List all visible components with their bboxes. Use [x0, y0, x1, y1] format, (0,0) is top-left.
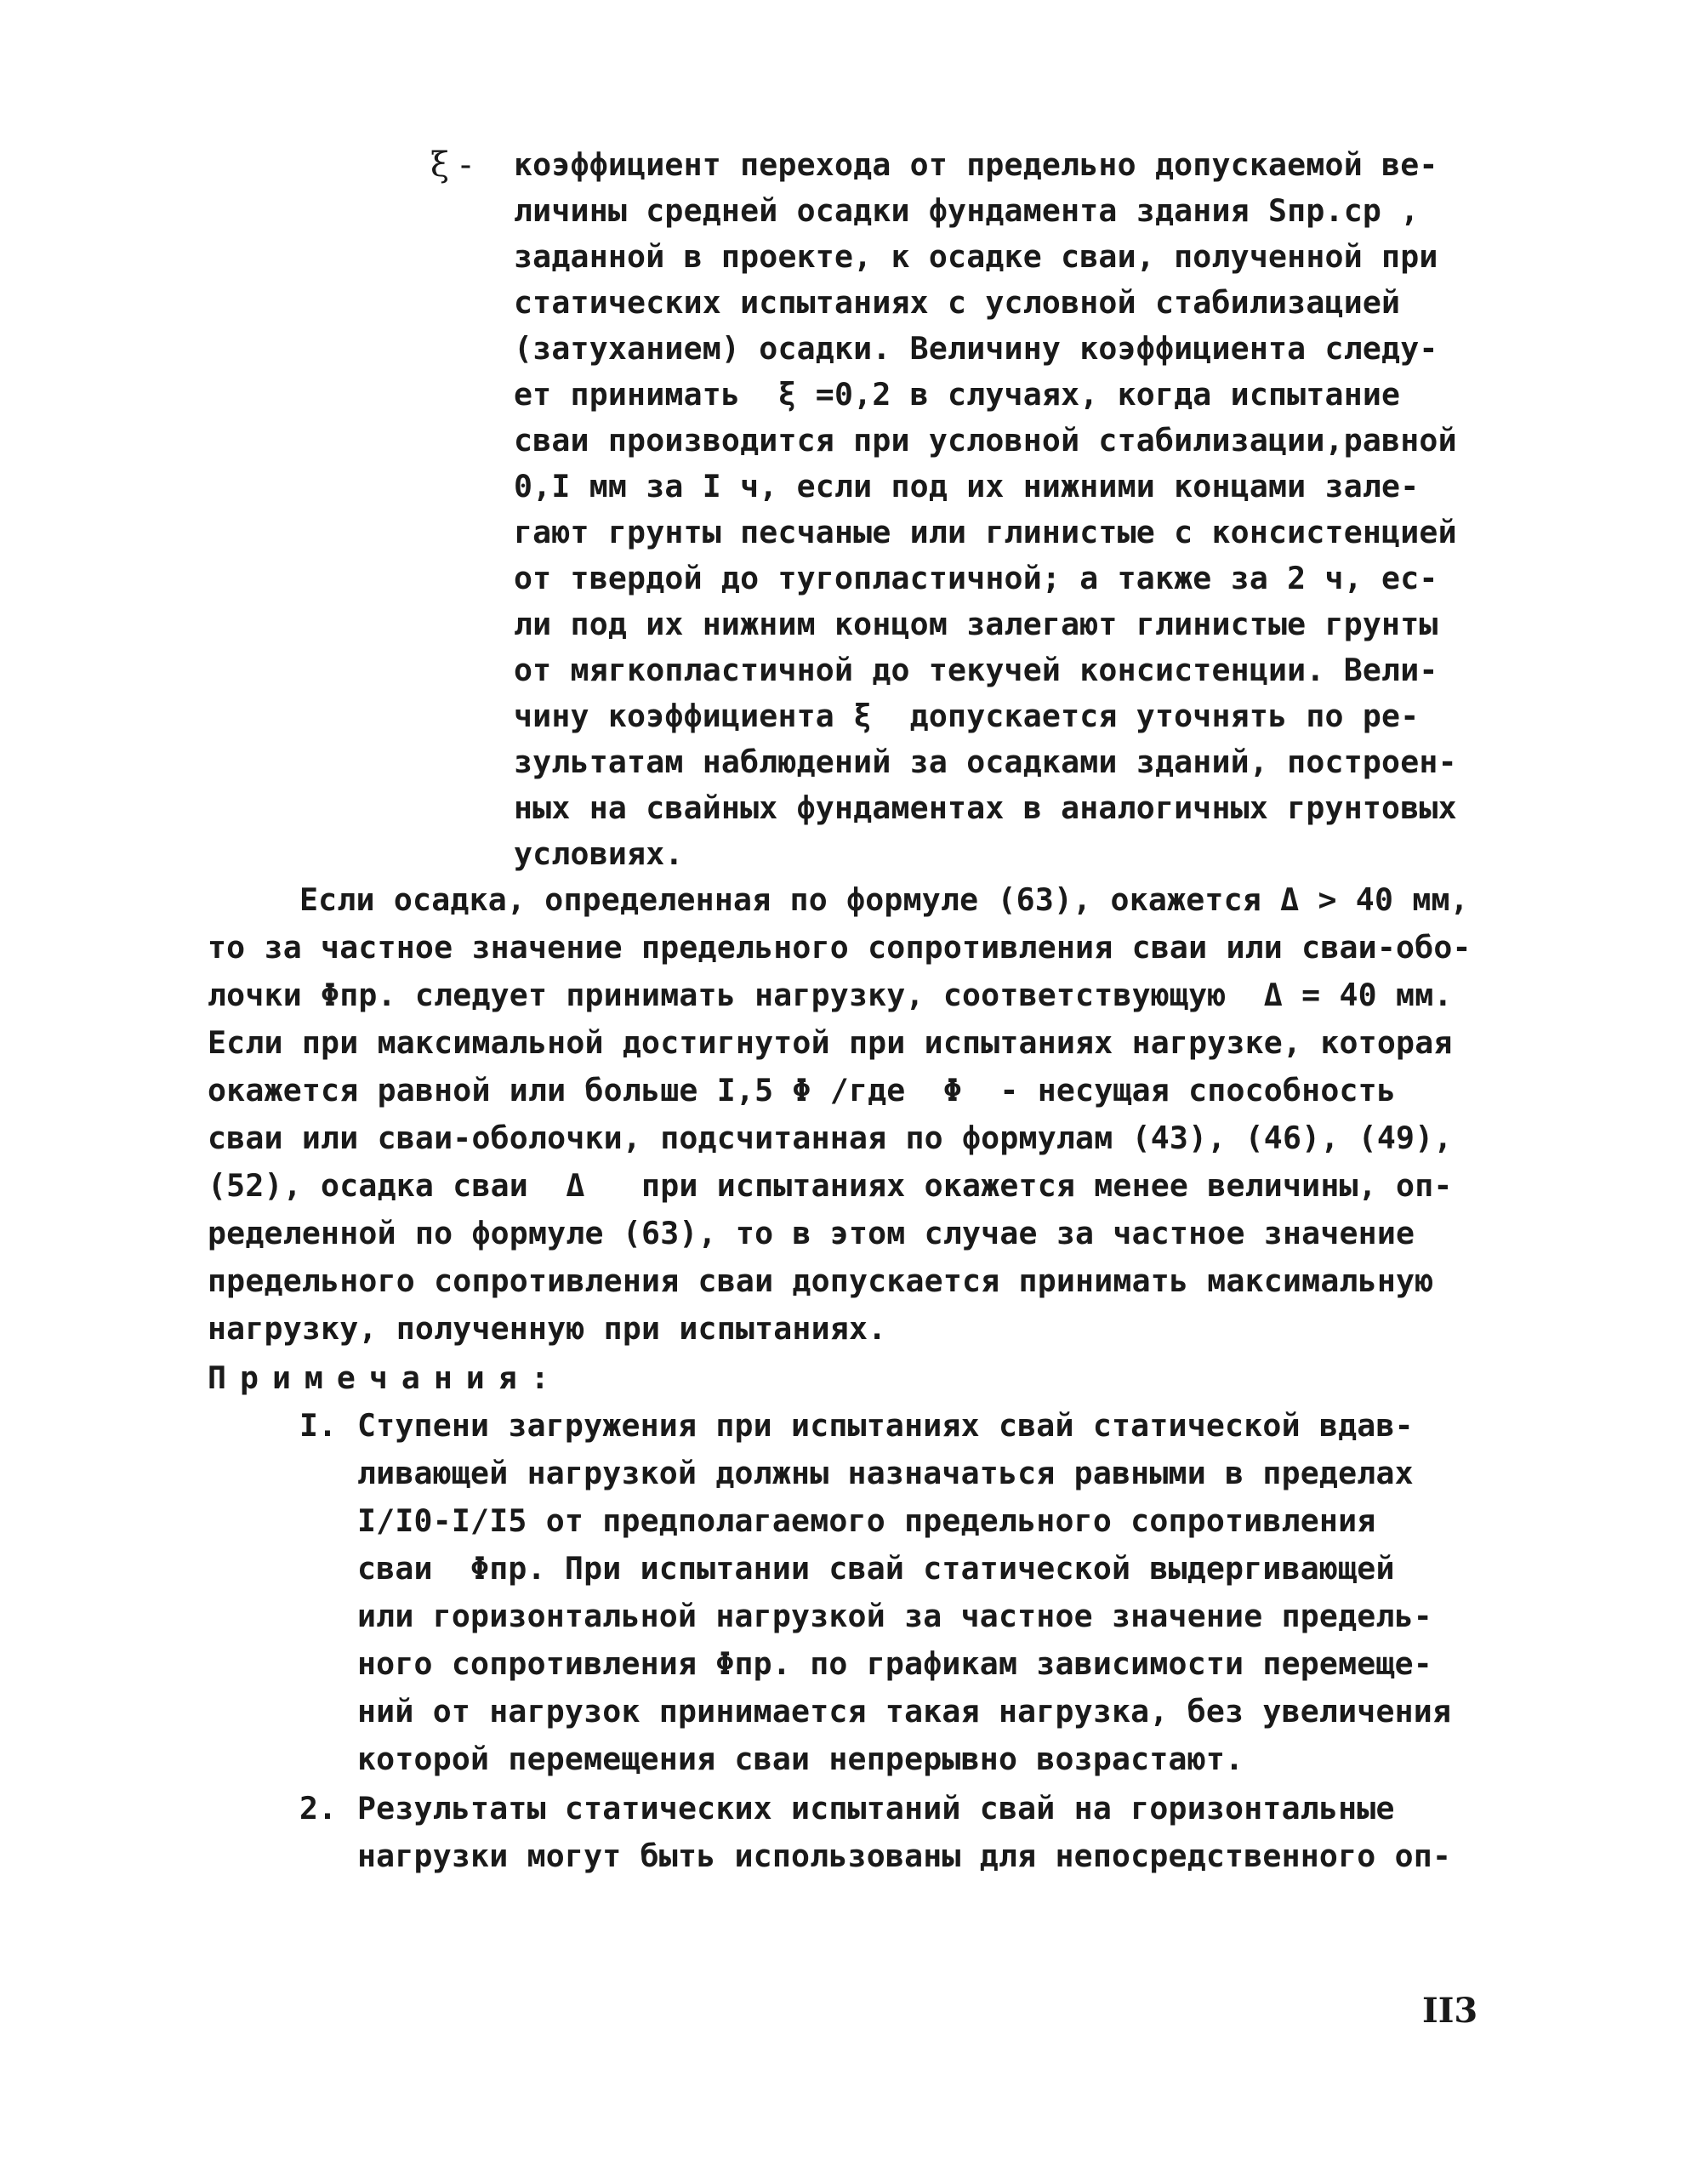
- note-line: Ступени загружения при испытаниях свай статической вдав-: [357, 1407, 1414, 1444]
- note-line: или горизонтальной нагрузкой за частное значение предель-: [357, 1598, 1432, 1634]
- paragraph-line: Если при максимальной достигнутой при испытаниях нагрузке, которая: [208, 1024, 1453, 1061]
- definition-line: ет принимать ξ =0,2 в случаях, когда испытание: [514, 376, 1401, 413]
- xi-symbol: ξ -: [430, 145, 472, 185]
- paragraph-line: нагрузку, полученную при испытаниях.: [208, 1310, 887, 1347]
- note-line: ного сопротивления Φпр. по графикам зависимости перемеще-: [357, 1645, 1432, 1682]
- definition-line: от мягкопластичной до текучей консистенции. Вели-: [514, 652, 1438, 688]
- definition-line: чину коэффициента ξ допускается уточнять по ре-: [514, 698, 1420, 734]
- definition-line: статических испытаниях с условной стабилизацией: [514, 284, 1401, 321]
- paragraph-line: ределенной по формуле (63), то в этом случае за частное значение: [208, 1215, 1415, 1251]
- note-line: нагрузки могут быть использованы для непосредственного оп-: [357, 1838, 1452, 1874]
- definition-line: личины средней осадки фундамента здания Sпр.ср ,: [514, 192, 1420, 229]
- note-line: ний от нагрузок принимается такая нагрузка, без увеличения: [357, 1693, 1452, 1730]
- note-line: ливающей нагрузкой должны назначаться равными в пределах: [357, 1455, 1414, 1491]
- definition-line: (затуханием) осадки. Величину коэффициента следу-: [514, 330, 1438, 367]
- paragraph-line: предельного сопротивления сваи допускается принимать максимальную: [208, 1262, 1434, 1299]
- note-number: I.: [299, 1407, 337, 1444]
- definition-line: заданной в проекте, к осадке сваи, полученной при: [514, 238, 1438, 275]
- page-number: II3: [1422, 1991, 1478, 2031]
- paragraph-line: сваи или сваи-оболочки, подсчитанная по формулам (43), (46), (49),: [208, 1120, 1453, 1156]
- note-line: которой перемещения сваи непрерывно возрастают.: [357, 1741, 1244, 1777]
- paragraph-line: то за частное значение предельного сопротивления сваи или сваи-обо-: [208, 929, 1472, 966]
- note-number: 2.: [299, 1790, 337, 1827]
- definition-line: коэффициент перехода от предельно допускаемой ве-: [514, 146, 1438, 183]
- paragraph-line: (52), осадка сваи Δ при испытаниях окажется менее величины, оп-: [208, 1167, 1453, 1204]
- paragraph-line: окажется равной или больше I,5 Φ /где Φ - несущая способность: [208, 1072, 1397, 1108]
- paragraph-line: лочки Φпр. следует принимать нагрузку, соответствующую Δ = 40 мм.: [208, 977, 1453, 1013]
- note-line: сваи Φпр. При испытании свай статической выдергивающей: [357, 1550, 1395, 1587]
- definition-line: условиях.: [514, 835, 684, 872]
- paragraph-line: Если осадка, определенная по формуле (63), окажется Δ > 40 мм,: [299, 881, 1469, 918]
- definition-line: сваи производится при условной стабилизации,равной: [514, 422, 1457, 459]
- definition-line: от твердой до тугопластичной; а также за 2 ч, ес-: [514, 560, 1438, 596]
- definition-line: зультатам наблюдений за осадками зданий, построен-: [514, 744, 1457, 780]
- notes-heading: Примечания:: [208, 1359, 563, 1396]
- definition-line: гают грунты песчаные или глинистые с консистенцией: [514, 514, 1457, 550]
- definition-line: ли под их нижним концом залегают глинистые грунты: [514, 606, 1438, 642]
- note-line: Результаты статических испытаний свай на горизонтальные: [357, 1790, 1395, 1827]
- definition-line: ных на свайных фундаментах в аналогичных грунтовых: [514, 789, 1457, 826]
- definition-line: 0,I мм за I ч, если под их нижними концами зале-: [514, 468, 1420, 504]
- note-line: I/I0-I/I5 от предполагаемого предельного сопротивления: [357, 1502, 1376, 1539]
